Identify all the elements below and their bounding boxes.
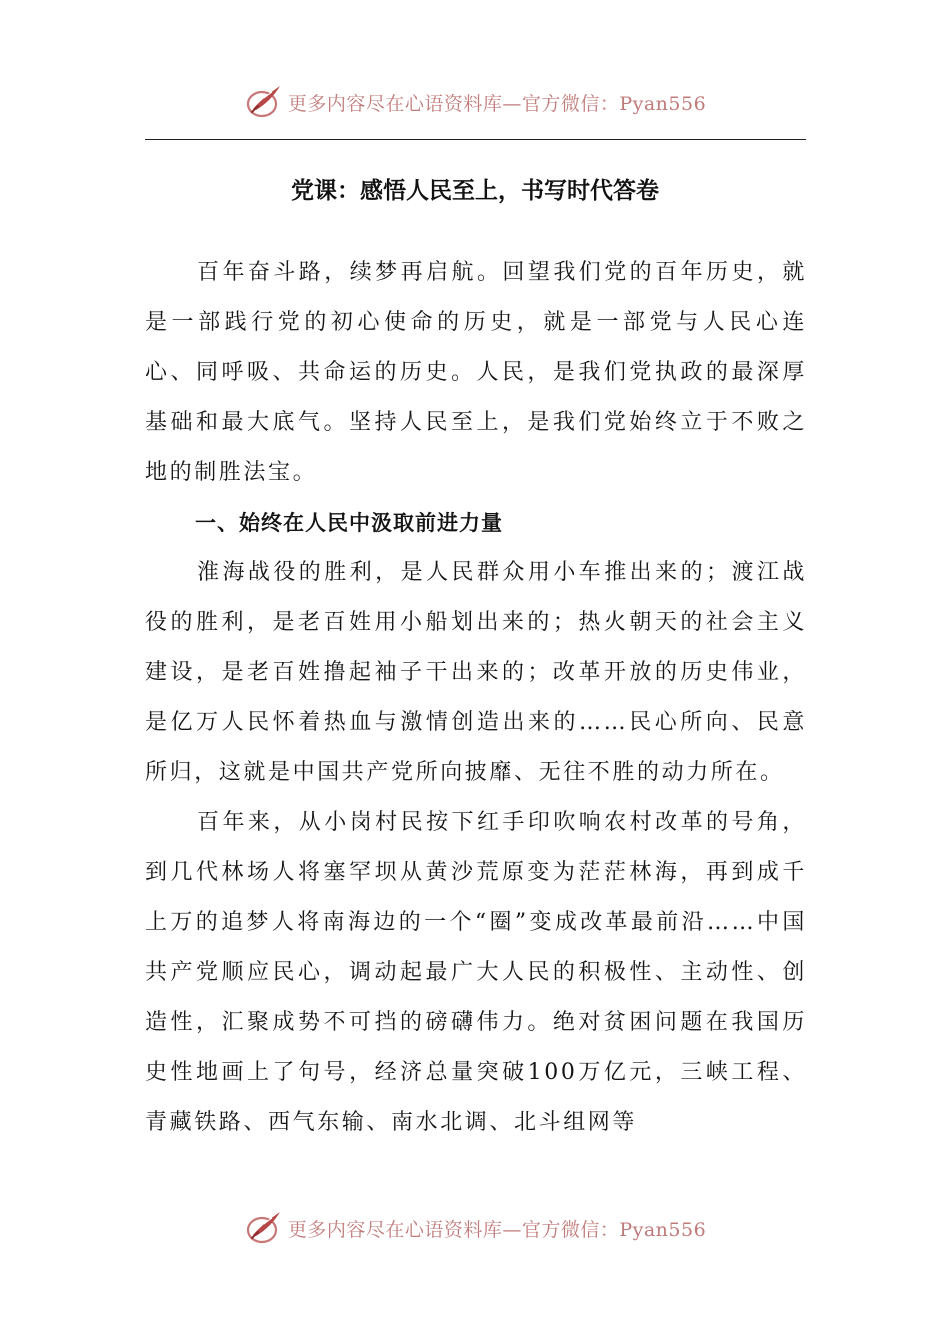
paragraph-2: 淮海战役的胜利，是人民群众用小车推出来的；渡江战役的胜利，是老百姓用小船划出来的；热火朝天的社会主义建设，是老百姓撸起袖子干出来的；改革开放的历史伟业，是亿万人民怀着热血与激情创造出来的……民心所向、民意所归，这就是中国共产党所向披靡、无往不胜的动力所在。 <box>145 560 807 785</box>
document-body <box>145 248 807 1148</box>
header-divider <box>145 139 806 140</box>
paragraph-3: 百年来，从小岗村民按下红手印吹响农村改革的号角，到几代林场人将塞罕坝从黄沙荒原变为茫茫林海，再到成千上万的追梦人将南海边的一个“圈”变成改革最前沿……中国共产党顺应民心，调动起最广大人民的积极性、主动性、创造性，汇聚成势不可挡的磅礴伟力。绝对贫困问题在我国历史性地画上了句号，经济总量突破100万亿元，三峡工程、青藏铁路、西气东输、南水北调、北斗组网等 <box>145 810 807 1135</box>
quill-pen-logo-icon <box>244 82 284 122</box>
header-banner <box>0 80 950 124</box>
section-heading-1: 一、始终在人民中汲取前进力量 <box>195 511 503 535</box>
quill-pen-logo-icon <box>244 1208 284 1248</box>
footer-banner <box>0 1206 950 1250</box>
footer-banner-text: 更多内容尽在心语资料库—官方微信：Pyan556 <box>287 1218 707 1241</box>
header-banner-text: 更多内容尽在心语资料库—官方微信：Pyan556 <box>287 92 707 115</box>
document-title: 党课：感悟人民至上，书写时代答卷 <box>291 177 659 204</box>
paragraph-1: 百年奋斗路，续梦再启航。回望我们党的百年历史，就是一部践行党的初心使命的历史，就是一部党与人民心连心、同呼吸、共命运的历史。人民，是我们党执政的最深厚基础和最大底气。坚持人民至上，是我们党始终立于不败之地的制胜法宝。 <box>145 260 807 485</box>
